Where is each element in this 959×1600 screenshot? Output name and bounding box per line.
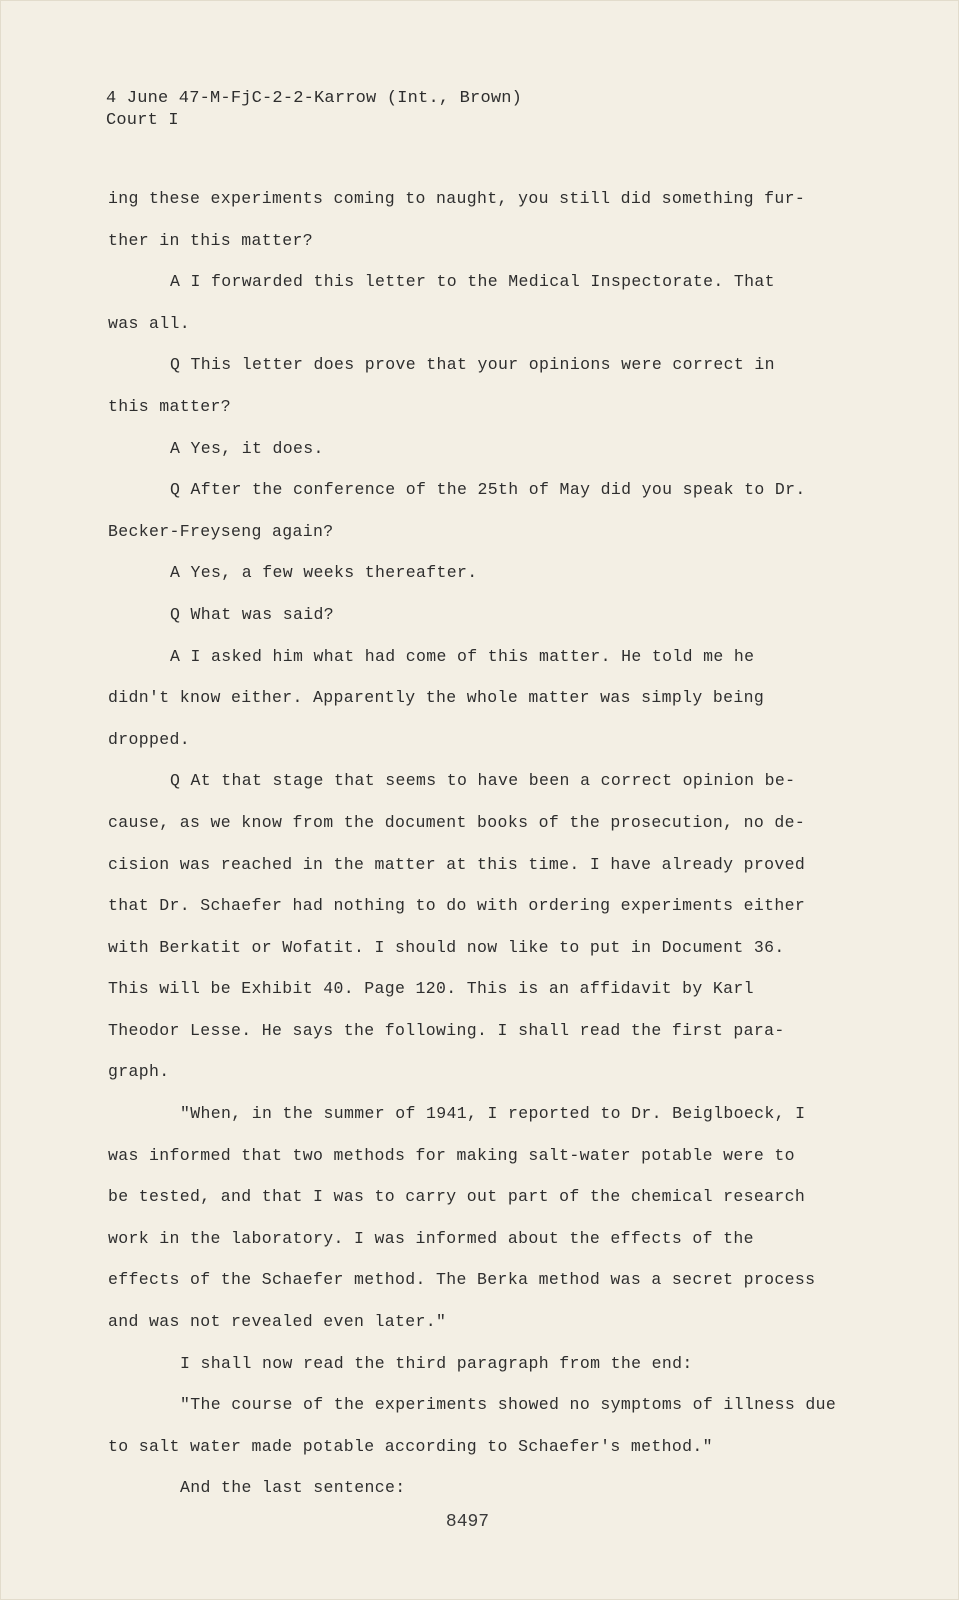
text-line: Becker-Freyseng again? xyxy=(108,521,334,541)
text-line: And the last sentence: xyxy=(180,1478,406,1498)
text-line: "The course of the experiments showed no symptoms of illness due xyxy=(180,1395,837,1415)
text-line: A I asked him what had come of this matter. He told me he xyxy=(170,646,755,666)
header-line-2: Court I xyxy=(106,111,179,130)
text-line: ther in this matter? xyxy=(108,230,314,250)
text-line: Q This letter does prove that your opinions were correct in xyxy=(170,355,775,375)
text-line: to salt water made potable according to Schaefer's method." xyxy=(108,1436,713,1456)
text-line: I shall now read the third paragraph from the end: xyxy=(180,1353,693,1373)
text-line: Q After the conference of the 25th of May did you speak to Dr. xyxy=(170,480,806,500)
text-line: cision was reached in the matter at this time. I have already proved xyxy=(108,854,806,874)
text-line: with Berkatit or Wofatit. I should now like to put in Document 36. xyxy=(108,937,785,957)
header-line-1: 4 June 47-M-FjC-2-2-Karrow (Int., Brown) xyxy=(106,89,523,108)
text-line: that Dr. Schaefer had nothing to do with ordering experiments either xyxy=(108,896,806,916)
text-line: A Yes, a few weeks thereafter. xyxy=(170,563,478,583)
header xyxy=(106,88,522,132)
text-line: ing these experiments coming to naught, you still did something fur- xyxy=(108,189,806,208)
text-line: A Yes, it does. xyxy=(170,438,324,458)
page-number: 8497 xyxy=(445,1512,490,1532)
text-line: and was not revealed even later." xyxy=(108,1312,447,1332)
text-line: A I forwarded this letter to the Medical Inspectorate. That xyxy=(170,272,775,292)
text-line: graph. xyxy=(108,1062,170,1082)
text-line: be tested, and that I was to carry out part of the chemical research xyxy=(108,1187,806,1207)
text-line: this matter? xyxy=(108,396,232,416)
text-line: "When, in the summer of 1941, I reported to Dr. Beiglboeck, I xyxy=(180,1104,806,1124)
text-line: cause, as we know from the document books of the prosecution, no de- xyxy=(108,812,806,832)
text-line: dropped. xyxy=(108,729,191,749)
text-line: Theodor Lesse. He says the following. I shall read the first para- xyxy=(108,1020,785,1040)
transcript-body xyxy=(108,178,837,1509)
text-line: This will be Exhibit 40. Page 120. This is an affidavit by Karl xyxy=(108,979,754,999)
text-line: Q What was said? xyxy=(170,604,335,624)
text-line: was all. xyxy=(108,313,191,333)
text-line: didn't know either. Apparently the whole matter was simply being xyxy=(108,688,765,708)
text-line: effects of the Schaefer method. The Berka method was a secret process xyxy=(108,1270,816,1290)
text-line: was informed that two methods for making salt-water potable were to xyxy=(108,1145,795,1165)
text-line: Q At that stage that seems to have been a correct opinion be- xyxy=(170,771,796,791)
text-line: work in the laboratory. I was informed about the effects of the xyxy=(108,1228,754,1248)
